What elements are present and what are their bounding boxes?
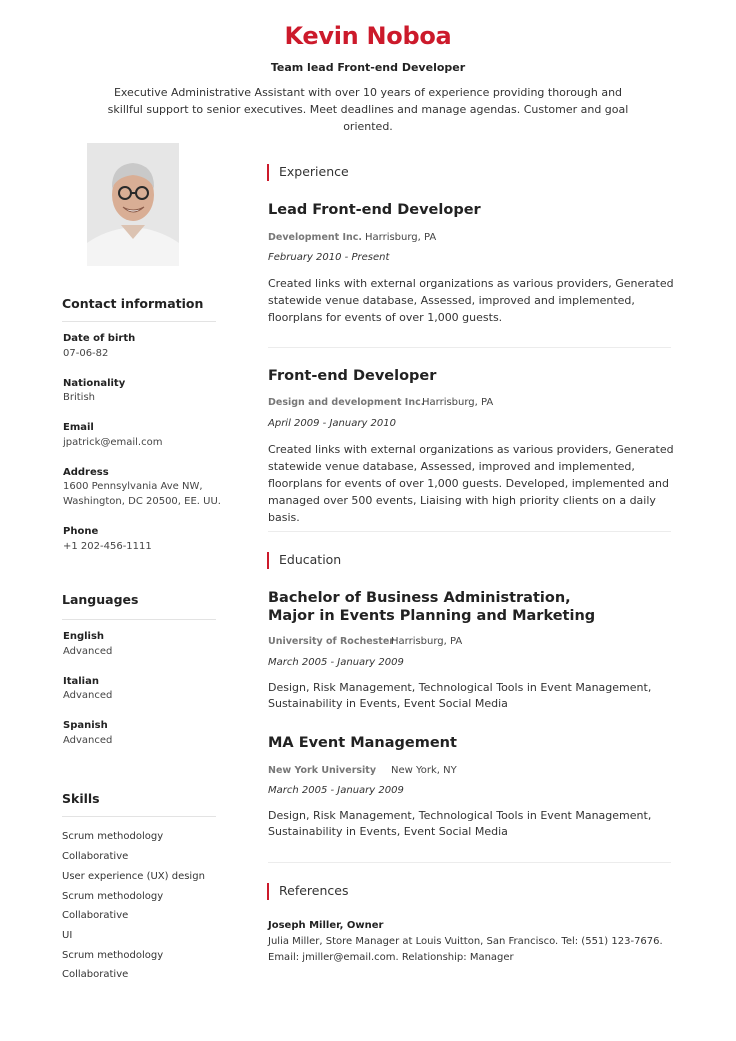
nationality-value: British [63, 392, 95, 403]
skill-item: Scrum methodology [62, 950, 164, 961]
address-line-2: Washington, DC 20500, EE. UU. [63, 496, 221, 507]
address-label: Address [63, 467, 109, 478]
reference-name: Joseph Miller, Owner [268, 920, 384, 931]
email-label: Email [63, 422, 94, 433]
profile-photo [87, 143, 179, 266]
dob-value: 07-06-82 [63, 348, 109, 359]
job-dates: February 2010 - Present [268, 252, 390, 263]
skill-item: Collaborative [62, 851, 129, 862]
skill-item: Scrum methodology [62, 891, 164, 902]
language-name: Italian [63, 676, 99, 687]
education-heading: Education [279, 552, 342, 567]
language-name: English [63, 631, 105, 642]
person-photo-illustration [87, 143, 179, 266]
skill-item: Scrum methodology [62, 831, 164, 842]
education-dates: March 2005 - January 2009 [268, 785, 404, 796]
candidate-role: Team lead Front-end Developer [270, 61, 466, 74]
phone-value[interactable]: +1 202-456-1111 [63, 541, 152, 552]
job-title: Front-end Developer [268, 368, 437, 384]
job-description: Created links with external organizations as various providers, Generated statewide venue database, Assessed, improved and implemented, floorplans for events of over 1,000 guests. [268, 277, 674, 324]
skills-divider [62, 816, 216, 817]
job-dates: April 2009 - January 2010 [268, 418, 396, 429]
school-location: New York, NY [391, 765, 457, 776]
experience-accent-bar [267, 164, 269, 181]
contact-divider [62, 321, 216, 322]
degree-title: MA Event Management [268, 735, 457, 751]
skill-item: UI [62, 930, 73, 941]
language-name: Spanish [63, 720, 108, 731]
email-value[interactable]: jpatrick@email.com [63, 437, 163, 448]
job-location: Harrisburg, PA [365, 232, 437, 243]
education-description: Design, Risk Management, Technological Tools in Event Management, Sustainability in Events, Event Social Media [268, 809, 652, 838]
experience-heading: Experience [279, 164, 349, 179]
nationality-label: Nationality [63, 378, 126, 389]
skill-item: Collaborative [62, 910, 129, 921]
language-level: Advanced [63, 646, 113, 657]
section-divider [268, 862, 671, 863]
dob-label: Date of birth [63, 333, 136, 344]
phone-label: Phone [63, 526, 99, 537]
skill-item: Collaborative [62, 969, 129, 980]
job-description: Created links with external organizations as various providers, Generated statewide venue database, Assessed, improved and implemented, floorplans for events of over 1,000 guests. Developed, implemented and managed over 500 events, Liaising with high priority clients on a daily basis. [268, 443, 674, 524]
contact-heading: Contact information [62, 296, 204, 311]
section-divider [268, 531, 671, 532]
education-accent-bar [267, 552, 269, 569]
profile-summary: Executive Administrative Assistant with over 10 years of experience providing thorough and skillful support to senior executives. Meet deadlines and manage agendas. Customer and goal oriented. [107, 86, 629, 133]
references-accent-bar [267, 883, 269, 900]
degree-title-line-1: Bachelor of Business Administration, [268, 590, 571, 606]
references-heading: References [279, 883, 349, 898]
job-title: Lead Front-end Developer [268, 202, 481, 218]
candidate-name: Kevin Noboa [284, 22, 452, 50]
language-level: Advanced [63, 735, 113, 746]
skill-item: User experience (UX) design [62, 871, 205, 882]
education-description: Design, Risk Management, Technological Tools in Event Management, Sustainability in Events, Event Social Media [268, 681, 652, 710]
address-line-1: 1600 Pennsylvania Ave NW, [63, 481, 203, 492]
degree-title-line-2: Major in Events Planning and Marketing [268, 608, 596, 624]
education-dates: March 2005 - January 2009 [268, 657, 404, 668]
languages-divider [62, 619, 216, 620]
job-divider [268, 347, 671, 348]
languages-heading: Languages [62, 592, 139, 607]
school-name: New York University [268, 765, 377, 776]
job-company: Development Inc. [268, 232, 363, 243]
school-name: University of Rochester [268, 636, 394, 647]
reference-description: Julia Miller, Store Manager at Louis Vuitton, San Francisco. Tel: (551) 123-7676. Email: jmiller@email.com. Relationship: Manager [268, 936, 663, 963]
school-location: Harrisburg, PA [391, 636, 463, 647]
job-company: Design and development Inc. [268, 397, 425, 408]
language-level: Advanced [63, 690, 113, 701]
job-location: Harrisburg, PA [422, 397, 494, 408]
skills-heading: Skills [62, 791, 100, 806]
